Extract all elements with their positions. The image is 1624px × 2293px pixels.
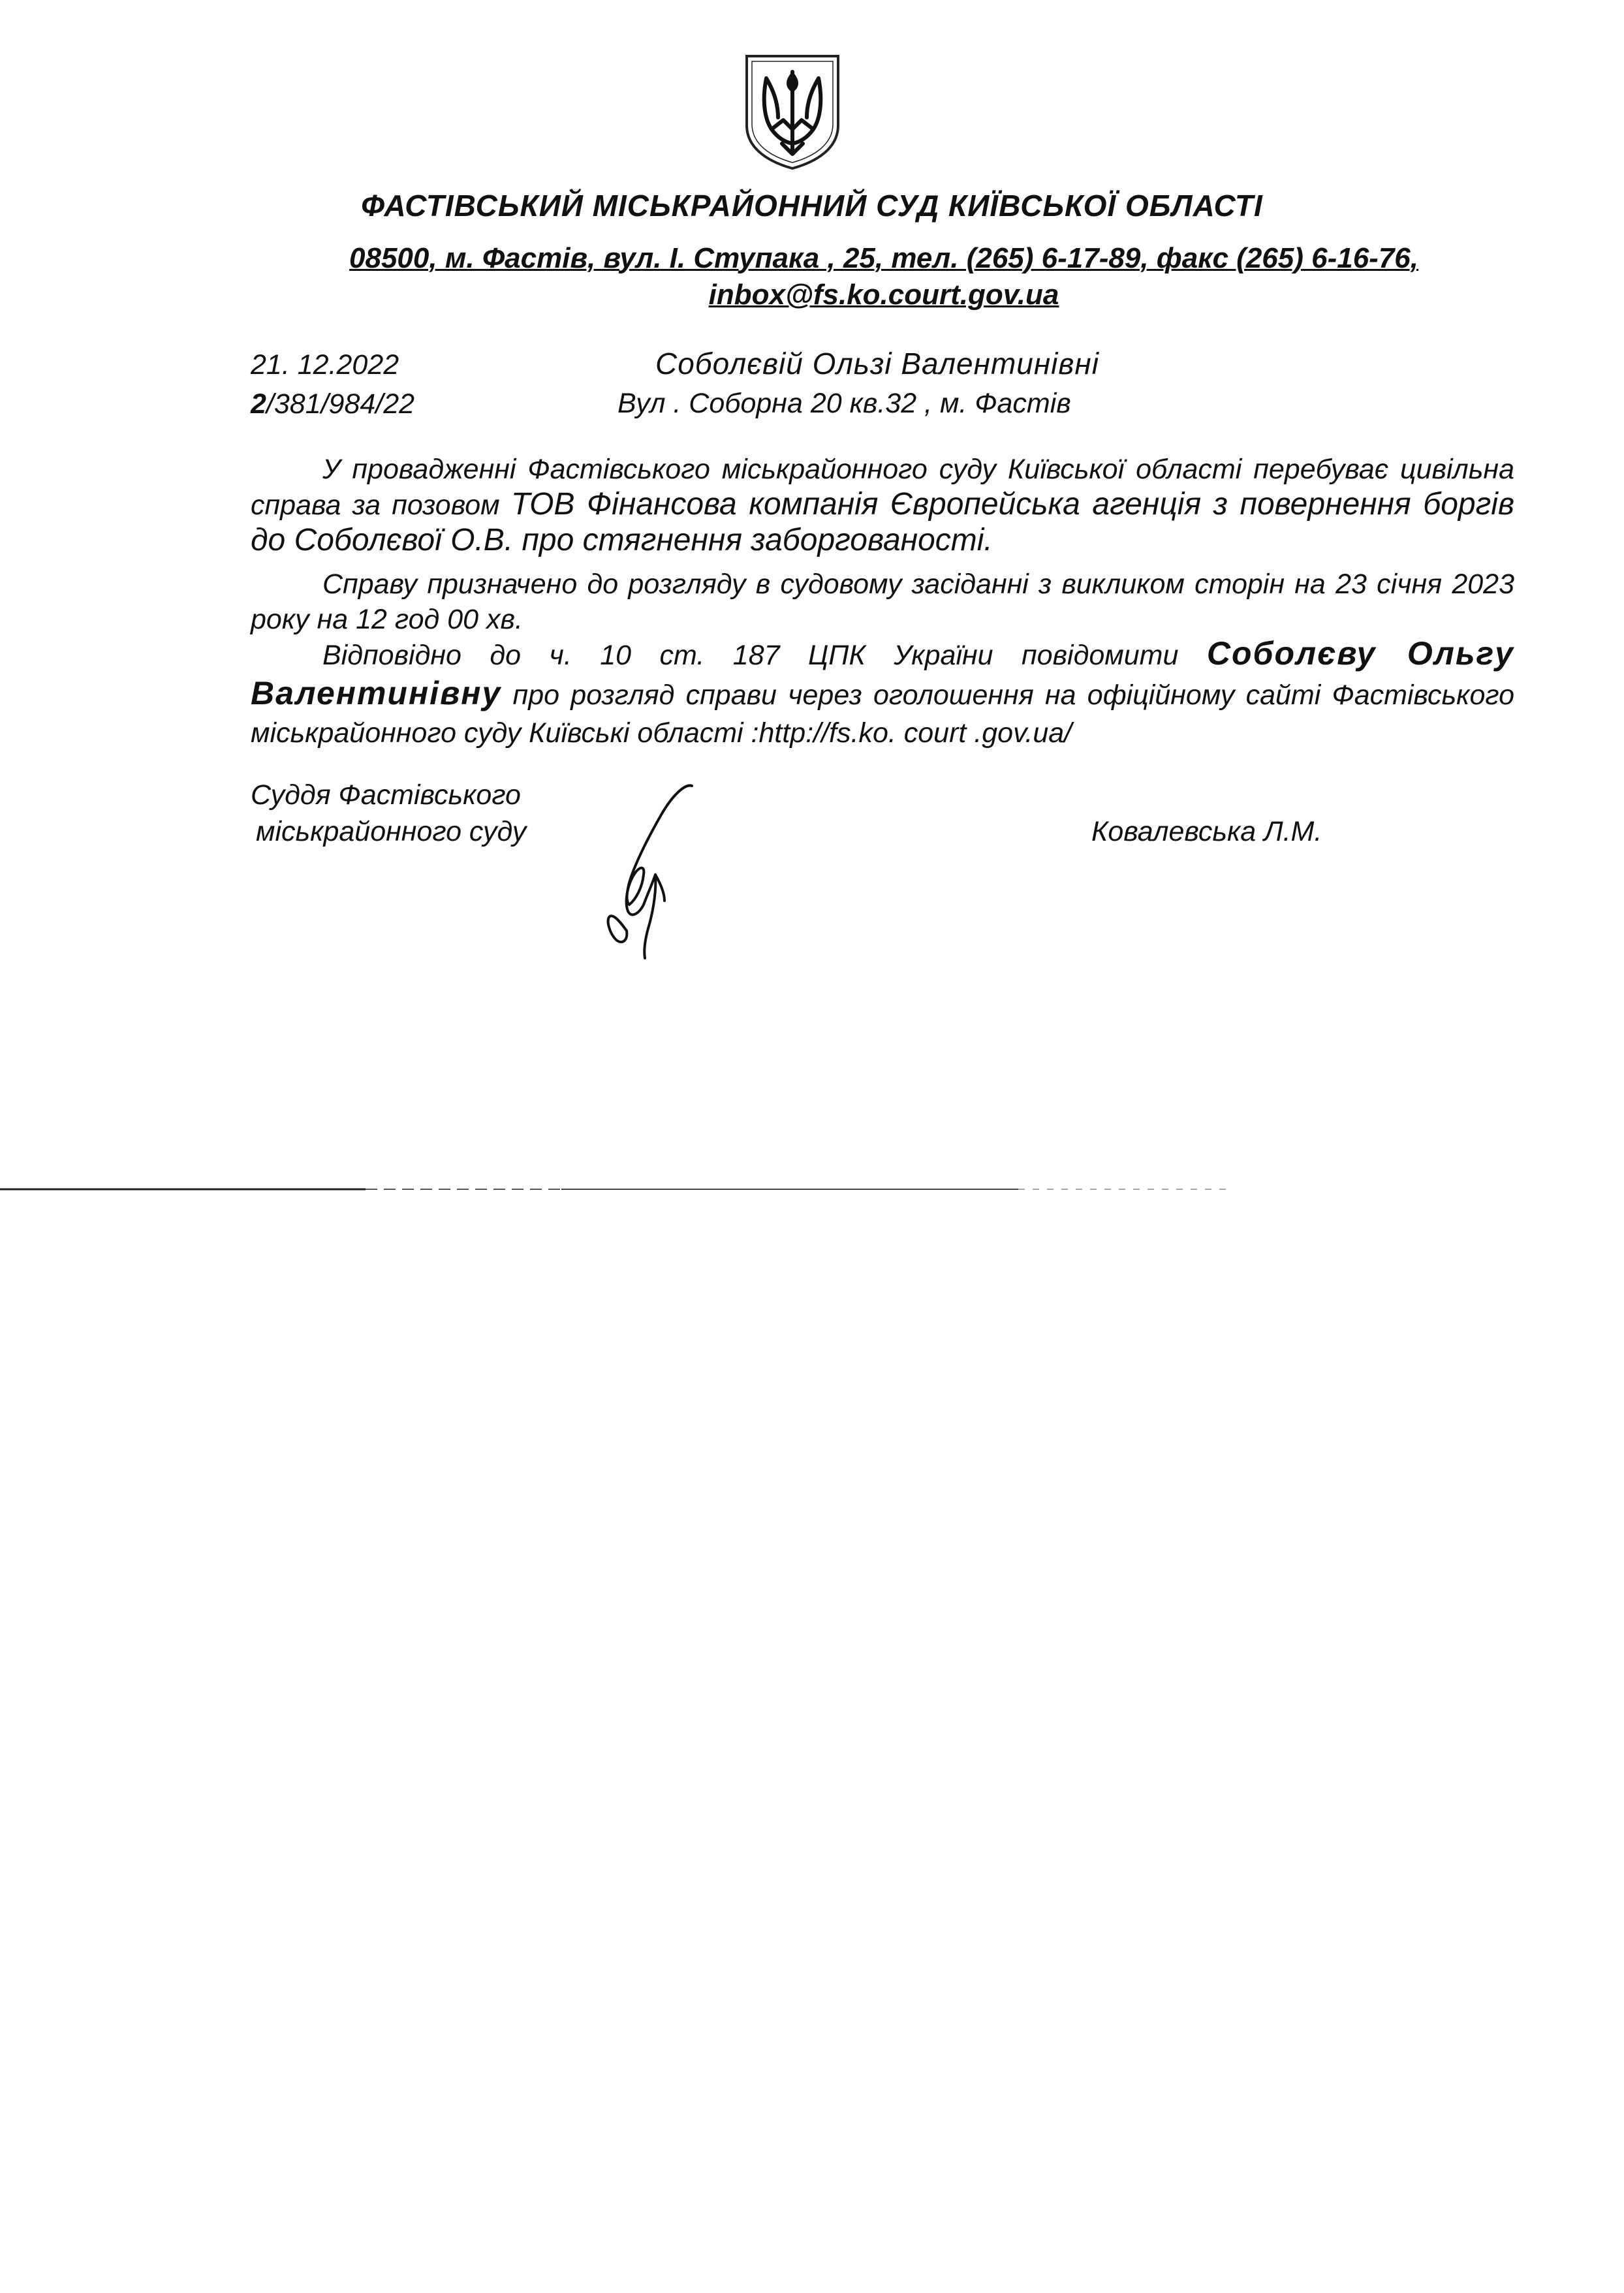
court-name-heading: ФАСТІВСЬКИЙ МІСЬКРАЙОННИЙ СУД КИЇВСЬКОЇ ОБЛАСТІ (361, 189, 1263, 223)
paragraph-notification (251, 634, 1514, 752)
paragraph-text: У провадженні Фастівського міськрайонного суду Київської області перебуває цивільна справа за позовом (251, 454, 1514, 521)
document-date: 21. 12.2022 (251, 349, 399, 381)
paragraph-text: Справу призначено до розгляду в судовому засіданні з викликом сторін на 23 січня 2023 року на 12 год 00 хв. (251, 569, 1514, 635)
paragraph-text: Відповідно до ч. 10 ст. 187 ЦПК України повідомити (322, 640, 1207, 671)
recipient-name: Соболєвій Ользі Валентинівні (655, 347, 1099, 381)
trident-coat-of-arms-icon (743, 52, 842, 171)
defendant-name: Соболєву Ольгу Валентинівну (251, 635, 1514, 711)
judge-title-line1: Суддя Фастівського (251, 779, 521, 811)
paragraph-proceedings (251, 452, 1514, 559)
address-line: 08500, м. Фастів, вул. І. Ступака , 25, тел. (265) 6-17-89, факс (265) 6-16-76, (349, 242, 1418, 274)
judge-title-line2: міськрайонного суду (256, 816, 527, 847)
email-link[interactable]: inbox@fs.ko.court.gov.ua (708, 279, 1059, 311)
horizontal-divider (0, 1187, 1227, 1193)
case-number (251, 388, 414, 420)
court-address (317, 240, 1450, 313)
recipient-address: Вул . Соборна 20 кв.32 , м. Фастів (617, 388, 1071, 419)
judge-name: Ковалевська Л.М. (1091, 816, 1322, 847)
case-number-prefix: 2 (251, 388, 266, 420)
paragraph-text: про розгляд справи через оголошення на офіційному сайті Фастівського міськрайонного суду Київські області :http://fs.ko. court .gov.ua/ (251, 679, 1514, 749)
paragraph-hearing (251, 567, 1514, 637)
case-number-rest: /381/984/22 (266, 388, 415, 420)
handwritten-signature (587, 777, 718, 959)
paragraph-text-large: ТОВ Фінансова компанія Європейська агенція з повернення боргів до Соболєвої О.В. про стягнення заборгованості. (251, 487, 1514, 557)
